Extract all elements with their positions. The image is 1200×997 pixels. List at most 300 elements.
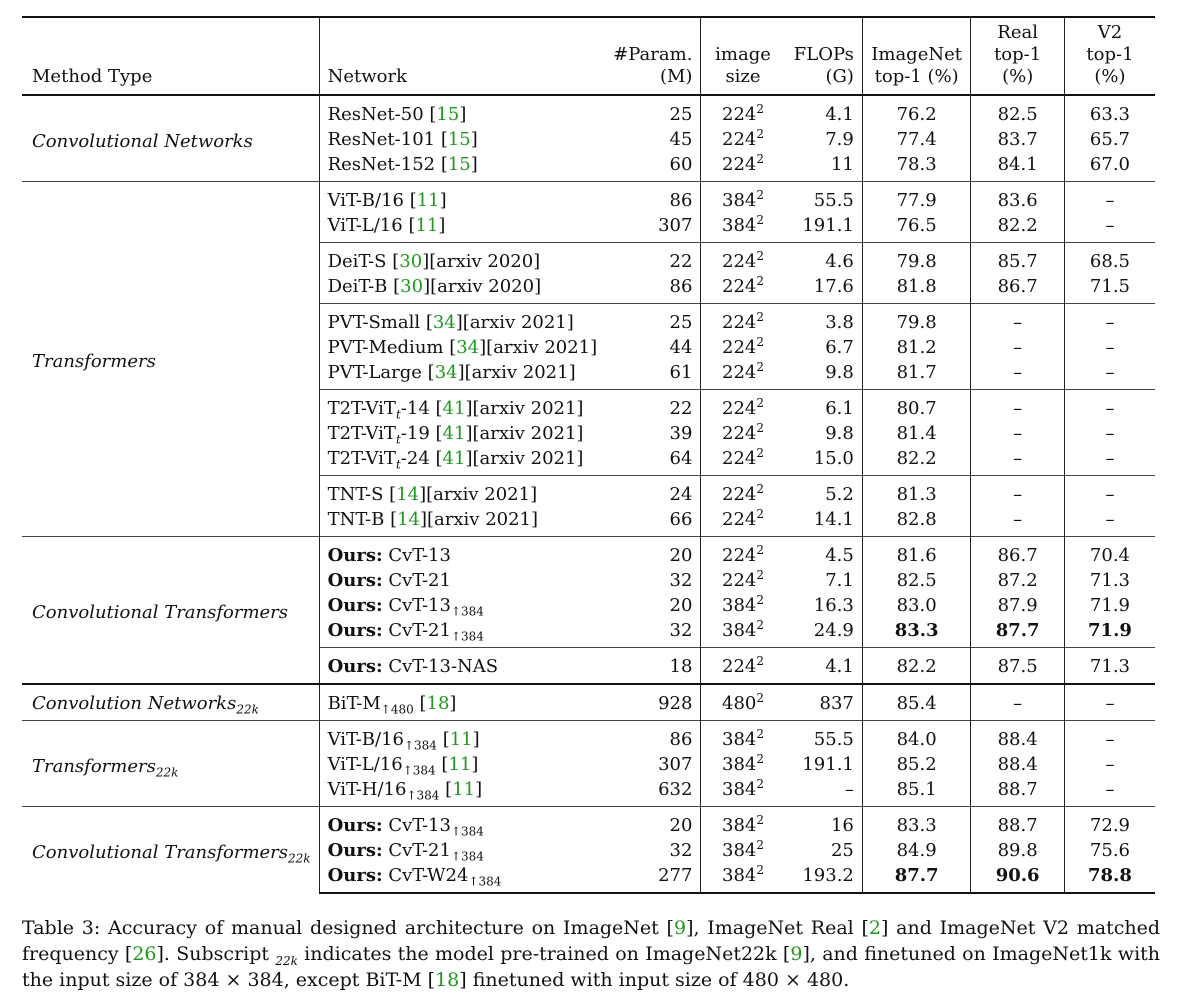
square-exponent: 2 [756, 212, 764, 227]
flops-cell: 837 [785, 684, 863, 721]
params-cell: 24 [605, 476, 701, 508]
venue-note: [arxiv 2021] [472, 397, 584, 419]
square-exponent: 2 [756, 653, 764, 668]
venue-note: [arxiv 2021] [472, 422, 584, 444]
real-top1-cell: 87.5 [971, 648, 1065, 685]
citation-link: 11 [415, 214, 439, 236]
flops-cell: 193.2 [785, 863, 863, 893]
table-row [22, 537, 1155, 569]
citation-link: 15 [436, 103, 460, 125]
image-size-value: 480 [722, 692, 757, 714]
params-cell: 32 [669, 569, 693, 591]
network-name: ViT-H/16 [327, 778, 407, 800]
network-cell: ViT-$H/16_{↑384}$ [11] [319, 777, 605, 807]
venue-note: [arxiv 2021] [486, 336, 598, 358]
ours-label: Ours: [327, 569, 383, 591]
network-name: CvT-21 [382, 619, 451, 641]
params-cell: 20 [605, 807, 701, 839]
flops-cell: 7.9 [825, 128, 854, 150]
v2-top1-cell: – [1064, 182, 1155, 214]
params-cell: 20 [605, 537, 701, 569]
real-top1-cell: 86.7 [971, 274, 1065, 304]
ours-label: Ours: [327, 864, 383, 886]
network-cell: PVT-Large [34][arxiv 2021] [319, 360, 605, 390]
method-type-label: Convolutional Transformers [32, 602, 289, 623]
network-name-suffix [414, 693, 420, 714]
citation-link: 34 [434, 361, 458, 383]
citation-link: 9 [673, 917, 687, 939]
flops-cell: 25 [830, 839, 854, 861]
citation-link: 34 [432, 311, 456, 333]
caption-text: Table 3: Accuracy of manual designed architecture on ImageNet [ [22, 917, 674, 939]
method-type-label: Convolutional Networks [32, 130, 253, 152]
real-top1-cell: 88.4 [971, 721, 1065, 753]
image-size-cell [701, 360, 785, 390]
method-type-cell [22, 95, 319, 182]
image-size-cell [701, 568, 785, 593]
real-top1-cell: 87.2 [971, 568, 1065, 593]
imagenet-top1-cell: 82.2 [862, 446, 971, 476]
v2-top1-cell: – [1064, 684, 1155, 721]
header-params: #Param. (M) [605, 17, 701, 95]
square-exponent: 2 [756, 837, 764, 852]
flops-cell: 6.1 [785, 390, 863, 422]
imagenet-top1-cell: 77.4 [862, 127, 971, 152]
network-name: PVT-Large [327, 361, 428, 383]
imagenet-top1-cell: 80.7 [862, 390, 971, 422]
params-cell: 307 [658, 214, 693, 236]
method-type-cell [22, 684, 319, 721]
network-subscript: ↑384 [450, 604, 484, 619]
imagenet-top1-cell: 81.6 [862, 537, 971, 569]
flops-cell: 191.1 [802, 753, 854, 775]
square-exponent: 2 [756, 273, 764, 288]
v2-top1-cell: – [1064, 777, 1155, 807]
citation-link: 41 [442, 447, 466, 469]
params-cell: 22 [605, 390, 701, 422]
params-cell: 32 [669, 619, 693, 641]
image-size-value: 224 [722, 508, 757, 530]
real-top1-cell: – [971, 304, 1065, 336]
image-size-cell [701, 152, 785, 182]
network-cell [319, 838, 605, 863]
imagenet-top1-cell: 76.2 [862, 95, 971, 127]
image-size-cell [701, 476, 785, 508]
network-name: ViT-L/16 [327, 753, 403, 775]
network-cell [319, 593, 605, 618]
method-type-cell [22, 182, 319, 537]
params-cell: 86 [669, 275, 693, 297]
network-name-suffix [439, 779, 445, 800]
header-row [22, 17, 1155, 95]
image-size-cell [701, 807, 785, 839]
image-size-value: 384 [722, 619, 757, 641]
method-subscript: 22k [236, 702, 259, 717]
params-cell: 18 [605, 648, 701, 685]
table-row [22, 721, 1155, 753]
image-size-cell [701, 752, 785, 777]
real-top1-cell: – [971, 421, 1065, 446]
method-type-label: Transformers [32, 755, 156, 777]
caption-text: ]. Subscript [156, 943, 276, 965]
network-name: PVT-Small [327, 311, 426, 333]
venue-note: [arxiv 2020] [429, 250, 541, 272]
image-size-cell [701, 304, 785, 336]
method-type-cell [22, 537, 319, 685]
flops-cell: 16 [785, 807, 863, 839]
square-exponent: 2 [756, 359, 764, 374]
real-top1-cell: – [971, 446, 1065, 476]
real-top1-cell: – [971, 507, 1065, 537]
square-exponent: 2 [756, 101, 764, 116]
params-cell: 20 [669, 594, 693, 616]
flops-cell: 55.5 [785, 182, 863, 214]
network-subscript: ↑384 [468, 874, 502, 889]
square-exponent: 2 [756, 542, 764, 557]
header-real-top1: Real top-1 (%) [971, 17, 1065, 95]
image-size-value: 224 [722, 311, 757, 333]
params-cell: 64 [669, 447, 693, 469]
flops-cell: 16.3 [813, 594, 854, 616]
image-size-cell [701, 618, 785, 648]
imagenet-top1-cell: 81.3 [862, 476, 971, 508]
image-size-value: 224 [722, 422, 757, 444]
imagenet-top1-cell: 81.4 [862, 421, 971, 446]
image-size-value: 224 [722, 153, 757, 175]
network-cell: T2T-ViT$_t$-19 [41][arxiv 2021] [319, 421, 605, 446]
network-name: CvT-13 [382, 814, 451, 836]
params-cell: 60 [669, 153, 693, 175]
network-name: TNT-B [327, 508, 391, 530]
network-cell [319, 648, 605, 685]
results-table [22, 16, 1155, 894]
image-size-cell [701, 127, 785, 152]
method-subscript: 22k [155, 765, 179, 780]
flops-cell: 5.2 [785, 476, 863, 508]
square-exponent: 2 [756, 862, 764, 877]
imagenet-top1-cell: 84.9 [862, 838, 971, 863]
citation-link: 11 [449, 728, 473, 750]
real-top1-cell: 85.7 [971, 243, 1065, 275]
image-size-cell [701, 390, 785, 422]
flops-cell: 191.1 [802, 214, 854, 236]
network-name-suffix: -24 [400, 447, 436, 469]
image-size-cell [701, 213, 785, 243]
square-exponent: 2 [756, 506, 764, 521]
real-top1-cell: 84.1 [971, 152, 1065, 182]
real-top1-cell: – [971, 390, 1065, 422]
header-imagenet-top1: ImageNet top-1 (%) [862, 17, 971, 95]
network-cell: BiT-$M_{↑480}$ [18] [319, 684, 605, 721]
imagenet-top1-cell: 83.0 [862, 593, 971, 618]
network-cell: ResNet-101 [15] [319, 127, 605, 152]
network-subscript: ↑480 [380, 702, 414, 717]
v2-top1-cell: – [1064, 390, 1155, 422]
params-cell: 86 [605, 182, 701, 214]
network-name-suffix: -14 [400, 397, 436, 419]
citation-link: 2 [868, 917, 882, 939]
citation-link: 14 [396, 483, 420, 505]
image-size-cell [701, 421, 785, 446]
network-subscript: ↑384 [450, 824, 484, 839]
real-top1-cell: 87.9 [971, 593, 1065, 618]
imagenet-top1-cell: 84.0 [862, 721, 971, 753]
imagenet-top1-cell: 82.2 [862, 648, 971, 685]
image-size-cell [701, 838, 785, 863]
v2-top1-cell: 71.5 [1064, 274, 1155, 304]
table-row [22, 95, 1155, 127]
citation-link: 15 [447, 128, 471, 150]
v2-top1-cell: 63.3 [1064, 95, 1155, 127]
flops-cell: 14.1 [813, 508, 854, 530]
v2-top1-cell: 78.8 [1064, 863, 1155, 893]
citation-link: 11 [416, 189, 440, 211]
network-cell: ViT-B/16 [11] [319, 182, 605, 214]
v2-top1-cell: – [1064, 752, 1155, 777]
network-cell: TNT-B [14][arxiv 2021] [319, 507, 605, 537]
method-type-label: Transformers [32, 351, 156, 372]
params-cell: 632 [658, 778, 693, 800]
caption-text: ] finetuned with input size of 480 × 480. [459, 969, 850, 991]
citation-link: 26 [132, 943, 157, 965]
network-name: T2T-ViT [327, 447, 396, 469]
image-size-cell [701, 721, 785, 753]
v2-top1-cell: – [1064, 507, 1155, 537]
real-top1-cell: – [971, 476, 1065, 508]
network-cell: DeiT-S [30][arxiv 2020] [319, 243, 605, 275]
v2-top1-cell: 68.5 [1064, 243, 1155, 275]
image-size-value: 224 [722, 655, 757, 677]
image-size-value: 224 [722, 569, 757, 591]
image-size-cell [701, 274, 785, 304]
flops-cell: – [844, 778, 854, 800]
v2-top1-cell: – [1064, 476, 1155, 508]
network-name: DeiT-S [327, 250, 393, 272]
header-network: Network [319, 17, 605, 95]
network-name: T2T-ViT [327, 422, 396, 444]
imagenet-top1-cell: 76.5 [862, 213, 971, 243]
params-cell: 45 [669, 128, 693, 150]
network-cell: ResNet-152 [15] [319, 152, 605, 182]
square-exponent: 2 [756, 420, 764, 435]
image-size-cell [701, 777, 785, 807]
caption-text: indicates the model pre-trained on ImageNet22k [ [297, 943, 791, 965]
real-top1-cell: 83.6 [971, 182, 1065, 214]
network-cell [319, 863, 605, 893]
params-cell: 61 [669, 361, 693, 383]
flops-cell: 4.1 [785, 648, 863, 685]
imagenet-top1-cell: 87.7 [862, 863, 971, 893]
image-size-cell [701, 182, 785, 214]
real-top1-cell: 90.6 [971, 863, 1065, 893]
network-name: CvT-21 [382, 569, 451, 591]
network-cell [319, 568, 605, 593]
real-top1-cell: 88.7 [971, 807, 1065, 839]
v2-top1-cell: – [1064, 360, 1155, 390]
network-name: DeiT-B [327, 275, 394, 297]
header-image-size: image size [701, 17, 785, 95]
image-size-value: 384 [722, 214, 757, 236]
network-name: ViT-L/16 [327, 214, 409, 236]
real-top1-cell: 86.7 [971, 537, 1065, 569]
network-cell: ViT-$B/16_{↑384}$ [11] [319, 721, 605, 753]
flops-cell: 11 [830, 153, 854, 175]
network-name-suffix: -19 [400, 422, 436, 444]
v2-top1-cell: 70.4 [1064, 537, 1155, 569]
params-cell: 928 [605, 684, 701, 721]
network-subscript: t [395, 407, 401, 422]
citation-link: 14 [397, 508, 420, 530]
square-exponent: 2 [756, 187, 764, 202]
image-size-cell [701, 335, 785, 360]
caption-subscript: 22k [275, 953, 298, 968]
image-size-cell [701, 593, 785, 618]
venue-note: [arxiv 2020] [430, 275, 542, 297]
imagenet-top1-cell: 85.4 [862, 684, 971, 721]
venue-note: [arxiv 2021] [426, 483, 538, 505]
v2-top1-cell: 75.6 [1064, 838, 1155, 863]
network-name: ResNet-50 [327, 103, 430, 125]
table-body [22, 95, 1155, 893]
square-exponent: 2 [756, 481, 764, 496]
method-type-cell [22, 721, 319, 807]
network-cell: T2T-ViT$_t$-14 [41][arxiv 2021] [319, 390, 605, 422]
v2-top1-cell: – [1064, 304, 1155, 336]
network-name: T2T-ViT [327, 397, 396, 419]
citation-link: 15 [447, 153, 471, 175]
real-top1-cell: – [971, 335, 1065, 360]
flops-cell: 4.6 [785, 243, 863, 275]
square-exponent: 2 [756, 309, 764, 324]
network-cell: ResNet-50 [15] [319, 95, 605, 127]
image-size-value: 224 [722, 103, 757, 125]
network-name: BiT-M [327, 692, 381, 714]
image-size-value: 224 [722, 397, 757, 419]
network-name: CvT-W24 [382, 864, 469, 886]
image-size-value: 224 [722, 250, 757, 272]
square-exponent: 2 [756, 395, 764, 410]
imagenet-top1-cell: 81.7 [862, 360, 971, 390]
v2-top1-cell: 71.3 [1064, 648, 1155, 685]
ours-label: Ours: [327, 619, 383, 641]
flops-cell: 24.9 [813, 619, 854, 641]
network-name: PVT-Medium [327, 336, 450, 358]
table-row [22, 182, 1155, 214]
image-size-value: 384 [722, 189, 757, 211]
image-size-value: 224 [722, 483, 757, 505]
image-size-value: 384 [722, 778, 757, 800]
venue-note: [arxiv 2021] [472, 447, 584, 469]
method-type-label: Convolutional Transformers [32, 842, 289, 863]
v2-top1-cell: 71.9 [1064, 618, 1155, 648]
image-size-value: 224 [722, 447, 757, 469]
square-exponent: 2 [756, 812, 764, 827]
imagenet-top1-cell: 83.3 [862, 807, 971, 839]
network-subscript: ↑384 [402, 763, 436, 778]
caption-text: ] and ImageNet V2 matched frequency [ [22, 917, 1161, 965]
ours-label: Ours: [327, 544, 383, 566]
imagenet-top1-cell: 81.8 [862, 274, 971, 304]
params-cell: 39 [669, 422, 693, 444]
real-top1-cell: 82.2 [971, 213, 1065, 243]
imagenet-top1-cell: 77.9 [862, 182, 971, 214]
citation-link: 41 [442, 397, 466, 419]
flops-cell: 9.8 [825, 361, 854, 383]
flops-cell: 7.1 [825, 569, 854, 591]
square-exponent: 2 [756, 776, 764, 791]
v2-top1-cell: – [1064, 446, 1155, 476]
flops-cell: 17.6 [813, 275, 854, 297]
square-exponent: 2 [756, 126, 764, 141]
network-name: CvT-13 [382, 544, 451, 566]
image-size-cell [701, 95, 785, 127]
network-cell: TNT-S [14][arxiv 2021] [319, 476, 605, 508]
citation-link: 11 [448, 753, 472, 775]
header-v2-top1: V2 top-1 (%) [1064, 17, 1155, 95]
imagenet-top1-cell: 79.8 [862, 304, 971, 336]
network-subscript: t [395, 432, 401, 447]
imagenet-top1-cell: 82.5 [862, 568, 971, 593]
citation-link: 18 [435, 969, 460, 991]
params-cell: 86 [605, 721, 701, 753]
image-size-value: 384 [722, 814, 757, 836]
network-subscript: ↑384 [406, 788, 440, 803]
imagenet-top1-cell: 82.8 [862, 507, 971, 537]
table-row [22, 684, 1155, 721]
image-size-cell [701, 537, 785, 569]
header-method-type: Method Type [22, 17, 319, 95]
network-cell [319, 807, 605, 839]
square-exponent: 2 [756, 726, 764, 741]
citation-link: 30 [399, 250, 423, 272]
network-name-suffix [436, 754, 442, 775]
citation-link: 18 [426, 692, 450, 714]
header-flops: FLOPs (G) [785, 17, 863, 95]
v2-top1-cell: – [1064, 213, 1155, 243]
ours-label: Ours: [327, 594, 383, 616]
table-row [22, 807, 1155, 839]
network-name: ViT-B/16 [327, 728, 404, 750]
real-top1-cell: 87.7 [971, 618, 1065, 648]
imagenet-top1-cell: 81.2 [862, 335, 971, 360]
image-size-cell [701, 684, 785, 721]
image-size-value: 384 [722, 839, 757, 861]
params-cell: 66 [669, 508, 693, 530]
real-top1-cell: 88.7 [971, 777, 1065, 807]
image-size-value: 224 [722, 336, 757, 358]
caption-text: ], and finetuned on ImageNet1k with the input size of 384 × 384, except BiT-M [ [22, 943, 1161, 991]
network-subscript: ↑384 [450, 629, 484, 644]
square-exponent: 2 [756, 151, 764, 166]
square-exponent: 2 [756, 617, 764, 632]
imagenet-top1-cell: 85.2 [862, 752, 971, 777]
square-exponent: 2 [756, 592, 764, 607]
v2-top1-cell: – [1064, 721, 1155, 753]
image-size-cell [701, 446, 785, 476]
params-cell: 277 [605, 863, 701, 893]
v2-top1-cell: – [1064, 421, 1155, 446]
imagenet-top1-cell: 79.8 [862, 243, 971, 275]
flops-cell: 4.1 [785, 95, 863, 127]
imagenet-top1-cell: 85.1 [862, 777, 971, 807]
real-top1-cell: 83.7 [971, 127, 1065, 152]
real-top1-cell: 88.4 [971, 752, 1065, 777]
network-subscript: ↑384 [450, 849, 484, 864]
flops-cell: 3.8 [785, 304, 863, 336]
v2-top1-cell: 65.7 [1064, 127, 1155, 152]
v2-top1-cell: 71.9 [1064, 593, 1155, 618]
image-size-cell [701, 863, 785, 893]
